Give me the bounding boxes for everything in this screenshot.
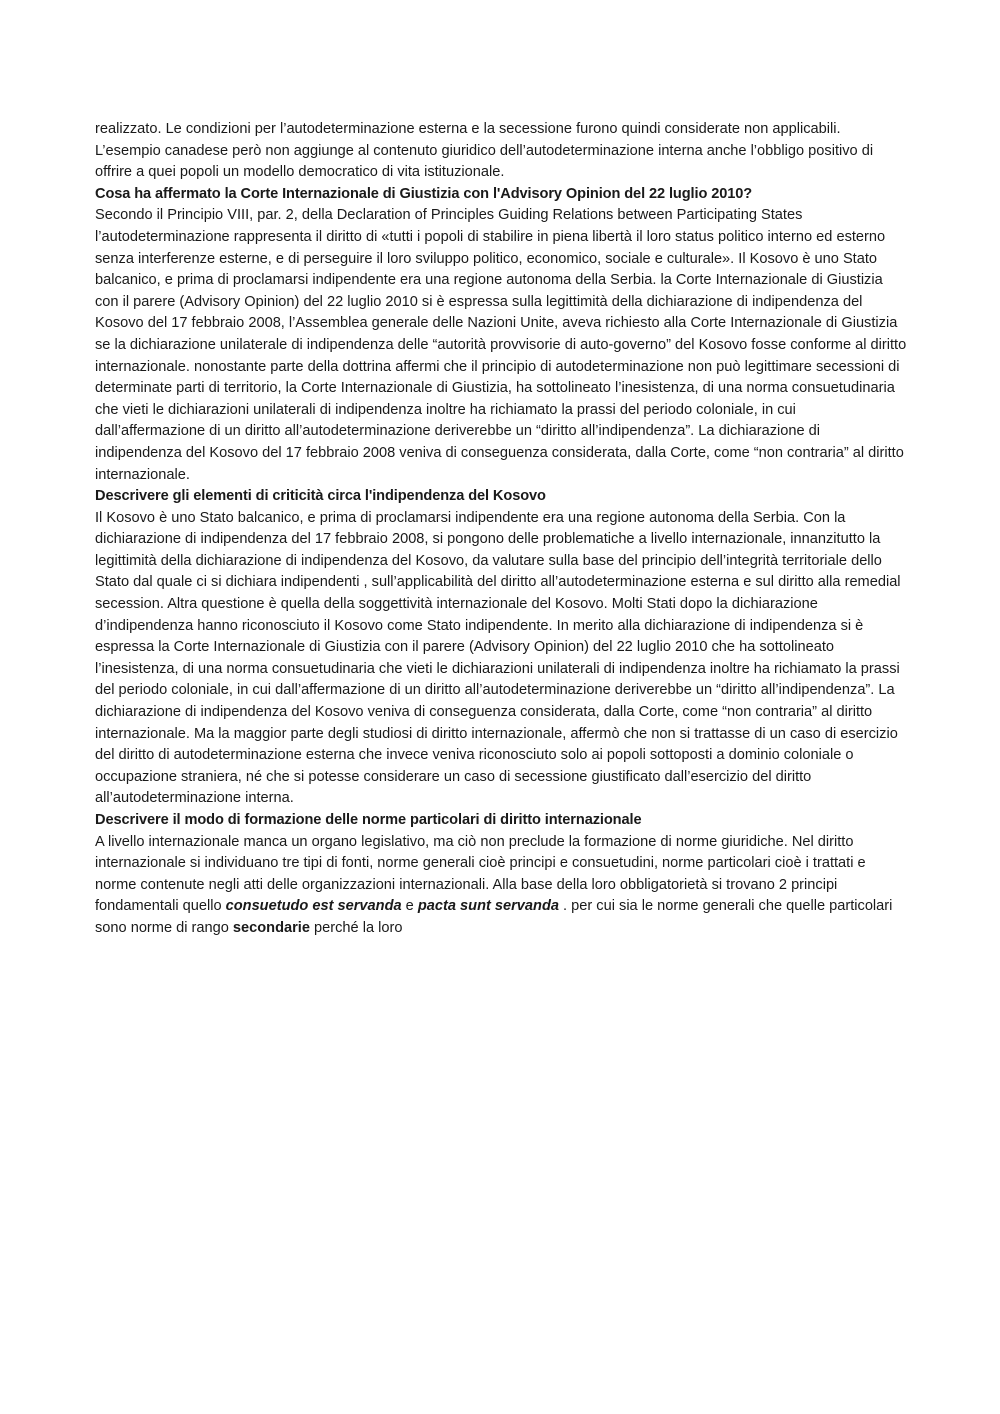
- paragraph-norme-particolari: [95, 832, 910, 940]
- text-run: . per cui sia le norme generali che quelle particolari sono norme di rango: [95, 898, 893, 936]
- latin-maxim-consuetudo: consuetudo est servanda: [225, 898, 402, 915]
- bold-term-secondarie: secondarie: [232, 919, 310, 936]
- heading-norme-particolari: Descrivere il modo di formazione delle norme particolari di diritto internazionale: [95, 812, 642, 828]
- heading-advisory-opinion: Cosa ha affermato la Corte Internazionale di Giustizia con l'Advisory Opinion del 22 luglio 2010?: [95, 185, 753, 202]
- text-run: A livello internazionale manca un organo legislativo, ma ciò non preclude la formazione di norme giuridiche. Nel diritto internazionale si individuano tre tipi di fonti, norme generali cioè principi e consuetudini, norme particolari cioè i trattati e norme contenute negli atti delle organizzazioni internazionali. Alla base della loro obbligatorietà si trovano 2 principi fondamentali quello: [95, 833, 866, 915]
- text-run: perché la loro: [309, 919, 403, 936]
- intro-paragraph: realizzato. Le condizioni per l’autodeterminazione esterna e la secessione furono quindi considerate non applicabili. L’esempio canadese però non aggiunge al contenuto giuridico dell’autodeterminazione interna anche l’obbligo positivo di offrire a quei popoli un modello democratico di vita istituzionale.: [95, 121, 874, 181]
- heading-kosovo-criticita: Descrivere gli elementi di criticità circa l'indipendenza del Kosovo: [95, 488, 546, 505]
- paragraph-kosovo-criticita: Il Kosovo è uno Stato balcanico, e prima di proclamarsi indipendente era una regione autonoma della Serbia. Con la dichiarazione di indipendenza del 17 febbraio 2008, si pongono delle problematiche a livello internazionale, innanzitutto la legittimità della dichiarazione di indipendenza del Kosovo, da valutare sulla base del principio dell’integrità territoriale dello Stato dal quale ci si dichiara indipendenti , sull’applicabilità del diritto all’autodeterminazione esterna e sul diritto alla remedial secession. Altra questione è quella della soggettività internazionale del Kosovo. Molti Stati dopo la dichiarazione d’indipendenza hanno riconosciuto il Kosovo come Stato indipendente. In merito alla dichiarazione di indipendenza si è espressa la Corte Internazionale di Giustizia con il parere (Advisory Opinion) del 22 luglio 2010 che ha sottolineato l’inesistenza, di una norma consuetudinaria che vieti le dichiarazioni unilaterali di indipendenza inoltre ha richiamato la prassi del periodo coloniale, in cui dall’affermazione di un diritto all’autodeterminazione deriverebbe un “diritto all’indipendenza”. La dichiarazione di indipendenza del Kosovo veniva di conseguenza considerata, dalla Corte, come “non contraria” al diritto internazionale. Ma la maggior parte degli studiosi di diritto internazionale, affermò che non si trattasse di un caso di esercizio del diritto di autodeterminazione esterna che invece veniva riconosciuto solo ai popoli sottoposti a dominio coloniale o occupazione straniera, né che si potesse considerare un caso di secessione giustificato dall’esercizio del diritto all’autodeterminazione interna.: [95, 509, 901, 807]
- text-run: e: [401, 898, 418, 915]
- document-page: [95, 119, 910, 940]
- paragraph-advisory-opinion: Secondo il Principio VIII, par. 2, della Declaration of Principles Guiding Relations between Participating States l’autodeterminazione rappresenta il diritto di «tutti i popoli di stabilire in piena libertà il loro status politico interno ed esterno senza interferenze esterne, e di perseguire il loro sviluppo politico, economico, sociale e culturale». Il Kosovo è uno Stato balcanico, e prima di proclamarsi indipendente era una regione autonoma della Serbia. la Corte Internazionale di Giustizia con il parere (Advisory Opinion) del 22 luglio 2010 si è espressa sulla legittimità della dichiarazione di indipendenza del Kosovo del 17 febbraio 2008, l’Assemblea generale delle Nazioni Unite, aveva richiesto alla Corte Internazionale di Giustizia se la dichiarazione unilaterale di indipendenza delle “autorità provvisorie di auto-governo” del Kosovo fosse conforme al diritto internazionale. nonostante parte della dottrina affermi che il principio di autodeterminazione non può legittimare secessioni di determinate parti di territorio, la Corte Internazionale di Giustizia, ha sottolineato l’inesistenza, di una norma consuetudinaria che vieti le dichiarazioni unilaterali di indipendenza inoltre ha richiamato la prassi del periodo coloniale, in cui dall’affermazione di un diritto all’autodeterminazione deriverebbe un “diritto all’indipendenza”. La dichiarazione di indipendenza del Kosovo del 17 febbraio 2008 veniva di conseguenza considerata, dalla Corte, come “non contraria” al diritto internazionale.: [95, 207, 907, 483]
- latin-maxim-pacta: pacta sunt servanda: [417, 898, 559, 915]
